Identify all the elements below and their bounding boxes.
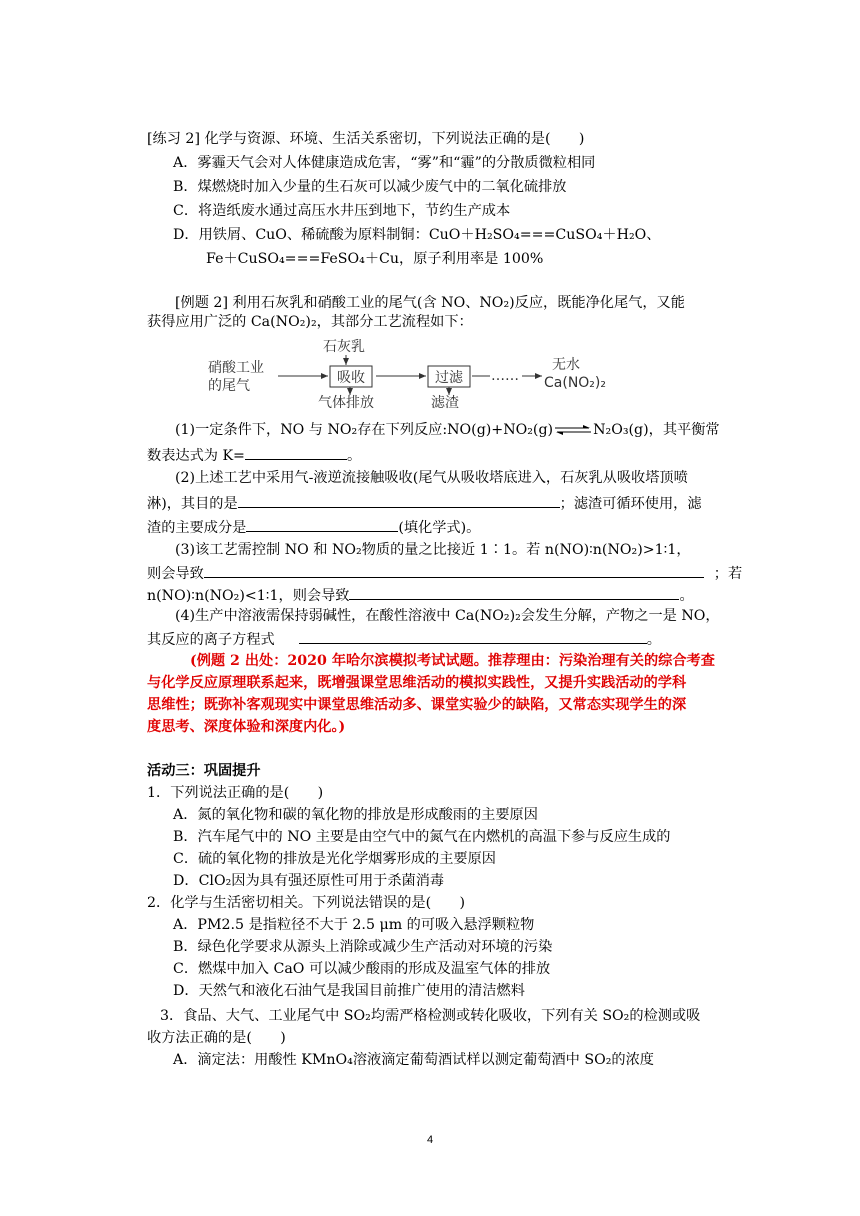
exercise-2-option-b: B．煤燃烧时加入少量的生石灰可以减少废气中的二氧化硫排放 — [173, 179, 567, 195]
activity-3-q3-line2: 收方法正确的是( ) — [147, 1030, 286, 1046]
q4-text-e: 。 — [646, 632, 661, 648]
q3-text-e: 。 — [679, 588, 694, 604]
flow-source-line2: 的尾气 — [208, 378, 250, 394]
example-2-q4-line2 — [147, 628, 661, 650]
example-2-q2-line1: (2)上述工艺中采用气-液逆流接触吸收(尾气从吸收塔底进入，石灰乳从吸收塔顶喷 — [175, 470, 688, 486]
equilibrium-arrow-icon — [553, 425, 593, 435]
answer-blank-purpose[interactable] — [238, 492, 560, 508]
exercise-2-stem: [练习 2] 化学与资源、环境、生活关系密切，下列说法正确的是( ) — [147, 131, 585, 147]
activity-3-q2-option-c: C．燃煤中加入 CaO 可以减少酸雨的形成及温室气体的排放 — [173, 961, 551, 977]
activity-3-q2-option-a: A．PM2.5 是指粒径不大于 2.5 μm 的可吸入悬浮颗粒物 — [173, 917, 535, 933]
process-flow-diagram — [200, 337, 740, 409]
activity-3-q2: 2．化学与生活密切相关。下列说法错误的是( ) — [147, 895, 466, 911]
flow-step-absorb: 吸收 — [337, 370, 365, 386]
example-2-q3-line2 — [147, 562, 742, 584]
example-2-q4-line1: (4)生产中溶液需保持弱碱性，在酸性溶液中 Ca(NO₂)₂会发生分解，产物之一是 NO， — [175, 608, 720, 624]
flow-gas-out: 气体排放 — [318, 395, 374, 409]
q3-text-d: n(NO)∶n(NO₂)<1∶1，则会导致 — [147, 588, 350, 604]
flow-reagent: 石灰乳 — [323, 339, 365, 355]
source-note-line2: 与化学反应原理联系起来，既增强课堂思维活动的模拟实践性，又提升实践活动的学科 — [147, 675, 687, 691]
exercise-2-option-a: A．雾霾天气会对人体健康造成危害，“雾”和“霾”的分散质微粒相同 — [173, 155, 596, 171]
q3-text-c: ；若 — [713, 566, 743, 582]
q2-text-d: 渣的主要成分是 — [147, 520, 247, 536]
exercise-2-option-c: C．将造纸废水通过高压水井压到地下，节约生产成本 — [173, 203, 511, 219]
flow-dots: …… — [491, 368, 519, 384]
source-note-line1: (例题 2 出处：2020 年哈尔滨模拟考试试题。推荐理由：污染治理有关的综合考查 — [190, 653, 715, 669]
flow-product-line2: Ca(NO₂)₂ — [544, 375, 606, 391]
example-2-q2-line2 — [147, 492, 702, 514]
answer-blank-ionic-equation[interactable] — [299, 628, 647, 644]
answer-blank-ratio-high[interactable] — [204, 562, 704, 578]
source-note-line4: 度思考、深度体验和深度内化。) — [147, 719, 346, 735]
activity-3-q3-line1: 3．食品、大气、工业尾气中 SO₂均需严格检测或转化吸收，下列有关 SO₂的检测或吸 — [160, 1008, 701, 1024]
example-2-q1-line2 — [147, 444, 361, 466]
activity-3-q1-option-b: B．汽车尾气中的 NO 主要是由空气中的氮气在内燃机的高温下参与反应生成的 — [173, 829, 671, 845]
q1-text-c: 数表达式为 K= — [147, 448, 245, 464]
q1-text-end: 。 — [346, 448, 362, 464]
q2-text-b: 淋)，其目的是 — [147, 496, 238, 512]
example-2-intro-line2: 获得应用广泛的 Ca(NO₂)₂，其部分工艺流程如下： — [147, 314, 473, 330]
activity-3-q1-option-d: D．ClO₂因为具有强还原性可用于杀菌消毒 — [173, 873, 445, 889]
answer-blank-k[interactable] — [245, 444, 347, 460]
page-number: 4 — [426, 1134, 434, 1146]
example-2-intro-line1: [例题 2] 利用石灰乳和硝酸工业的尾气(含 NO、NO₂)反应，既能净化尾气，又能 — [175, 295, 685, 311]
example-2-q1-line1 — [175, 420, 720, 440]
q1-text-a: (1)一定条件下，NO 与 NO₂存在下列反应:NO(g)+NO₂(g) — [175, 422, 554, 438]
flow-product-line1: 无水 — [552, 357, 580, 373]
q1-text-b: N₂O₃(g)，其平衡常 — [593, 422, 720, 438]
flow-residue: 滤渣 — [431, 395, 459, 409]
flow-source-line1: 硝酸工业 — [208, 360, 264, 376]
activity-3-q1: 1．下列说法正确的是( ) — [147, 785, 324, 801]
example-2-q2-line3 — [147, 516, 480, 538]
flow-step-filter: 过滤 — [435, 370, 463, 386]
q3-text-b: 则会导致 — [147, 566, 204, 582]
answer-blank-residue[interactable] — [246, 516, 398, 532]
q2-text-e: (填化学式)。 — [398, 520, 481, 536]
activity-3-q2-option-d: D．天然气和液化石油气是我国目前推广使用的清洁燃料 — [173, 983, 525, 999]
activity-3-q3-option-a: A．滴定法：用酸性 KMnO₄溶液滴定葡萄酒试样以测定葡萄酒中 SO₂的浓度 — [173, 1052, 654, 1068]
q2-text-c: ；滤渣可循环使用，滤 — [559, 496, 702, 512]
answer-blank-ratio-low[interactable] — [349, 584, 679, 600]
activity-3-q1-option-a: A．氮的氧化物和碳的氧化物的排放是形成酸雨的主要原因 — [173, 807, 538, 823]
example-2-q3-line1: (3)该工艺需控制 NO 和 NO₂物质的量之比接近 1∶1。若 n(NO)∶n(NO₂)>1∶1， — [175, 542, 691, 558]
exercise-2-option-d-line1: D．用铁屑、CuO、稀硫酸为原料制铜：CuO＋H₂SO₄===CuSO₄＋H₂O、 — [173, 227, 661, 243]
activity-3-heading: 活动三：巩固提升 — [147, 763, 261, 779]
exercise-2-option-d-line2: Fe＋CuSO₄===FeSO₄＋Cu，原子利用率是 100% — [206, 251, 544, 267]
activity-3-q1-option-c: C．硫的氧化物的排放是光化学烟雾形成的主要原因 — [173, 851, 496, 867]
example-2-q3-line3 — [147, 584, 694, 606]
source-note-line3: 思维性；既弥补客观现实中课堂思维活动多、课堂实验少的缺陷，又常态实现学生的深 — [147, 697, 687, 713]
activity-3-q2-option-b: B．绿色化学要求从源头上消除或减少生产活动对环境的污染 — [173, 939, 553, 955]
q4-text-b: 其反应的离子方程式 — [147, 632, 275, 648]
